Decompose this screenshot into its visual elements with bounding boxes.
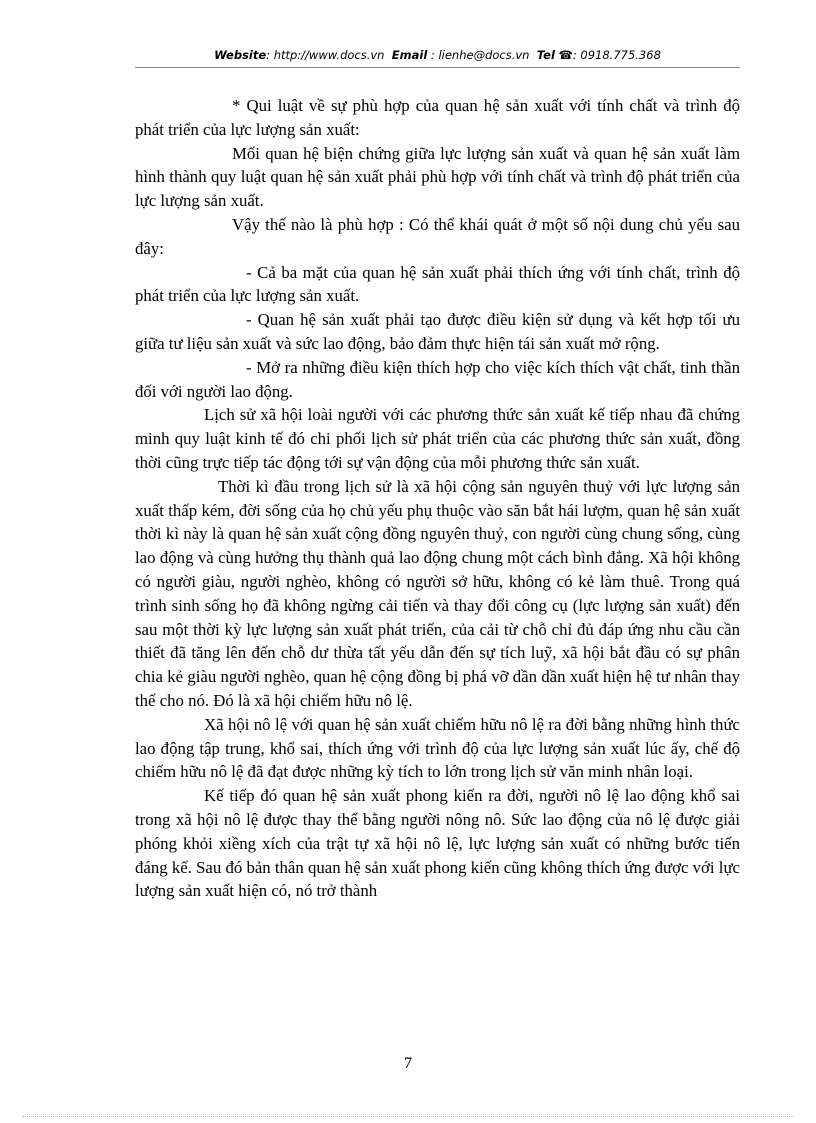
document-body: [135, 94, 740, 903]
paragraph: Thời kì đầu trong lịch sử là xã hội cộng sản nguyên thuỷ với lực lượng sản xuất thấp kém, đời sống của họ chủ yếu phụ thuộc vào săn bắt hái lượm, quan hệ sản xuất thời kì này là quan hệ sản xuất cộng đồng nguyên thuỷ, con người cùng chung sống, cùng lao động và cùng hưởng thụ thành quả lao động chung một cách bình đẳng. Xã hội không có người giàu, người nghèo, không có người sở hữu, không có kẻ làm thuê. Trong quá trình sinh sống họ đã không ngừng cải tiến và thay đổi công cụ (lực lượng sản xuất) đến sau một thời kỳ lực lượng sản xuất phát triển, của cải từ chỗ chỉ đủ đáp ứng nhu cầu cần thiết đã tăng lên đến chỗ dư thừa tất yếu dẫn đến sự tích luỹ, xã hội bắt đầu có sự phân chia kẻ giàu người nghèo, quan hệ cộng đồng bị phá vỡ dần dần xuất hiện hệ tư nhân thay thế cho nó. Đó là xã hội chiếm hữu nô lệ.: [135, 476, 740, 710]
paragraph: - Cả ba mặt của quan hệ sản xuất phải thích ứng với tính chất, trình độ phát triển của lực lượng sản xuất.: [135, 262, 740, 306]
paragraph: Kế tiếp đó quan hệ sản xuất phong kiến ra đời, người nô lệ lao động khổ sai trong xã hội nô lệ được thay thế bằng người nông nô. Sức lao động của nô lệ được giải phóng khỏi xiềng xích của trật tự xã hội nô lệ, lực lượng sản xuất có những bước tiến đáng kể. Sau đó bản thân quan hệ sản xuất phong kiến cũng không thích ứng được với lực lượng sản xuất hiện có, nó trở thành: [135, 786, 740, 901]
email-value: : lienhe@docs.vn: [427, 48, 530, 62]
website-value: : http://www.docs.vn: [266, 48, 385, 62]
email-label: Email: [391, 48, 428, 62]
page-header: [135, 48, 740, 62]
paragraph: - Mở ra những điều kiện thích hợp cho việc kích thích vật chất, tinh thần đối với người lao động.: [135, 357, 740, 401]
paragraph: Xã hội nô lệ với quan hệ sản xuất chiếm hữu nô lệ ra đời bằng những hình thức lao động tập trung, khổ sai, thích ứng với trình độ của lực lượng sản xuất lúc ấy, chế độ chiếm hữu nô lệ đã đạt được những kỳ tích to lớn trong lịch sử văn minh nhân loại.: [135, 714, 740, 782]
tel-value: : 0918.775.368: [572, 48, 661, 62]
paragraph: Lịch sử xã hội loài người với các phương thức sản xuất kế tiếp nhau đã chứng minh quy luật kinh tế đó chi phối lịch sử phát triển của các phương thức sản xuất, đồng thời cũng trực tiếp tác động tới sự vận động của mỗi phương thức sản xuất.: [135, 405, 740, 472]
paragraph: * Qui luật về sự phù hợp của quan hệ sản xuất với tính chất và trình độ phát triển của lực lượng sản xuất:: [135, 96, 740, 139]
paragraph: - Quan hệ sản xuất phải tạo được điều kiện sử dụng và kết hợp tối ưu giữa tư liệu sản xuất và sức lao động, bảo đảm thực hiện tái sản xuất mở rộng.: [135, 310, 740, 353]
tel-label: Tel: [536, 48, 555, 62]
phone-icon: ☎: [558, 48, 573, 62]
website-label: Website: [214, 48, 267, 62]
paragraph: Mối quan hệ biện chứng giữa lực lượng sản xuất và quan hệ sản xuất làm hình thành quy luật quan hệ sản xuất phải phù hợp với tính chất và trình độ phát triển của lực lượng sản xuất.: [135, 143, 740, 211]
paragraph: Vậy thế nào là phù hợp : Có thể khái quát ở một số nội dung chủ yếu sau đây:: [135, 214, 740, 258]
page-bottom-border: [22, 1116, 794, 1117]
page-number: 7: [404, 1055, 412, 1072]
header-divider: [135, 67, 740, 68]
